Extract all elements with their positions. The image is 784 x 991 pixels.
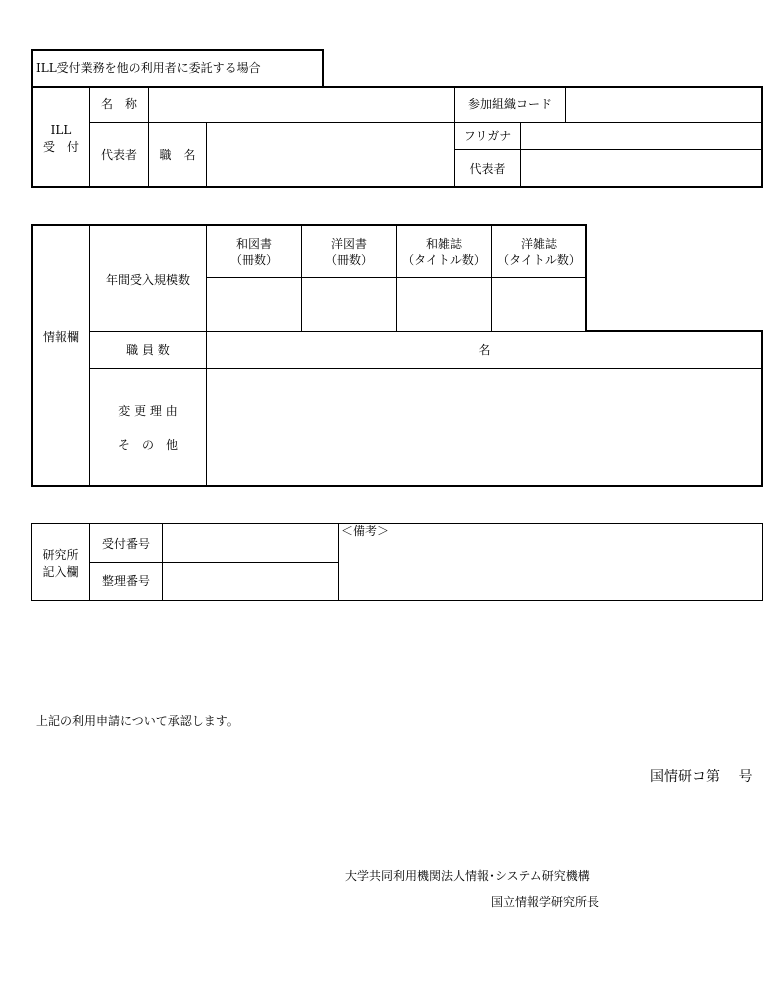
institute-side-label-1: 研究所 (42, 548, 79, 562)
col-foreign-books: 洋図書 （冊数） (324, 237, 373, 268)
org-code-label: 参加組織コード (467, 97, 552, 111)
col-foreign-journals: 洋雑誌 （タイトル数） (497, 237, 581, 268)
institute-side-label-2: 記入欄 (42, 565, 79, 579)
col-japanese-books: 和図書 （冊数） (229, 237, 278, 268)
position-label: 職 名 (159, 148, 196, 162)
staff-count-label: 職 員 数 (126, 343, 170, 357)
receipt-number-label: 受付番号 (101, 537, 150, 551)
organization-name: 大学共同利用機関法人情報･システム研究機構 (345, 869, 590, 883)
col-japanese-journals: 和雑誌 （タイトル数） (402, 237, 486, 268)
furigana-label: フリガナ (463, 129, 512, 143)
representative-label: 代表者 (100, 148, 137, 162)
receipt-side-label: 受 付 (42, 140, 79, 154)
info-side-label: 情報欄 (42, 330, 79, 344)
ill-label: ILL (50, 123, 72, 137)
staff-unit: 名 (478, 343, 491, 357)
filing-number-label: 整理番号 (101, 574, 150, 588)
annual-volume-label: 年間受入規模数 (105, 273, 190, 287)
remarks-label: ＜備考＞ (341, 524, 390, 538)
document-number: 国情研コ第 号 (650, 769, 753, 785)
approval-text: 上記の利用申請について承認します。 (36, 714, 239, 728)
change-reason-label: 変 更 理 由 (118, 404, 178, 418)
section1-title: ILL受付業務を他の利用者に委託する場合 (36, 61, 261, 75)
rep-name-label: 代表者 (469, 162, 506, 176)
name-label: 名 称 (100, 97, 137, 111)
other-label: そ の 他 (117, 438, 178, 452)
director-title: 国立情報学研究所長 (491, 895, 600, 909)
